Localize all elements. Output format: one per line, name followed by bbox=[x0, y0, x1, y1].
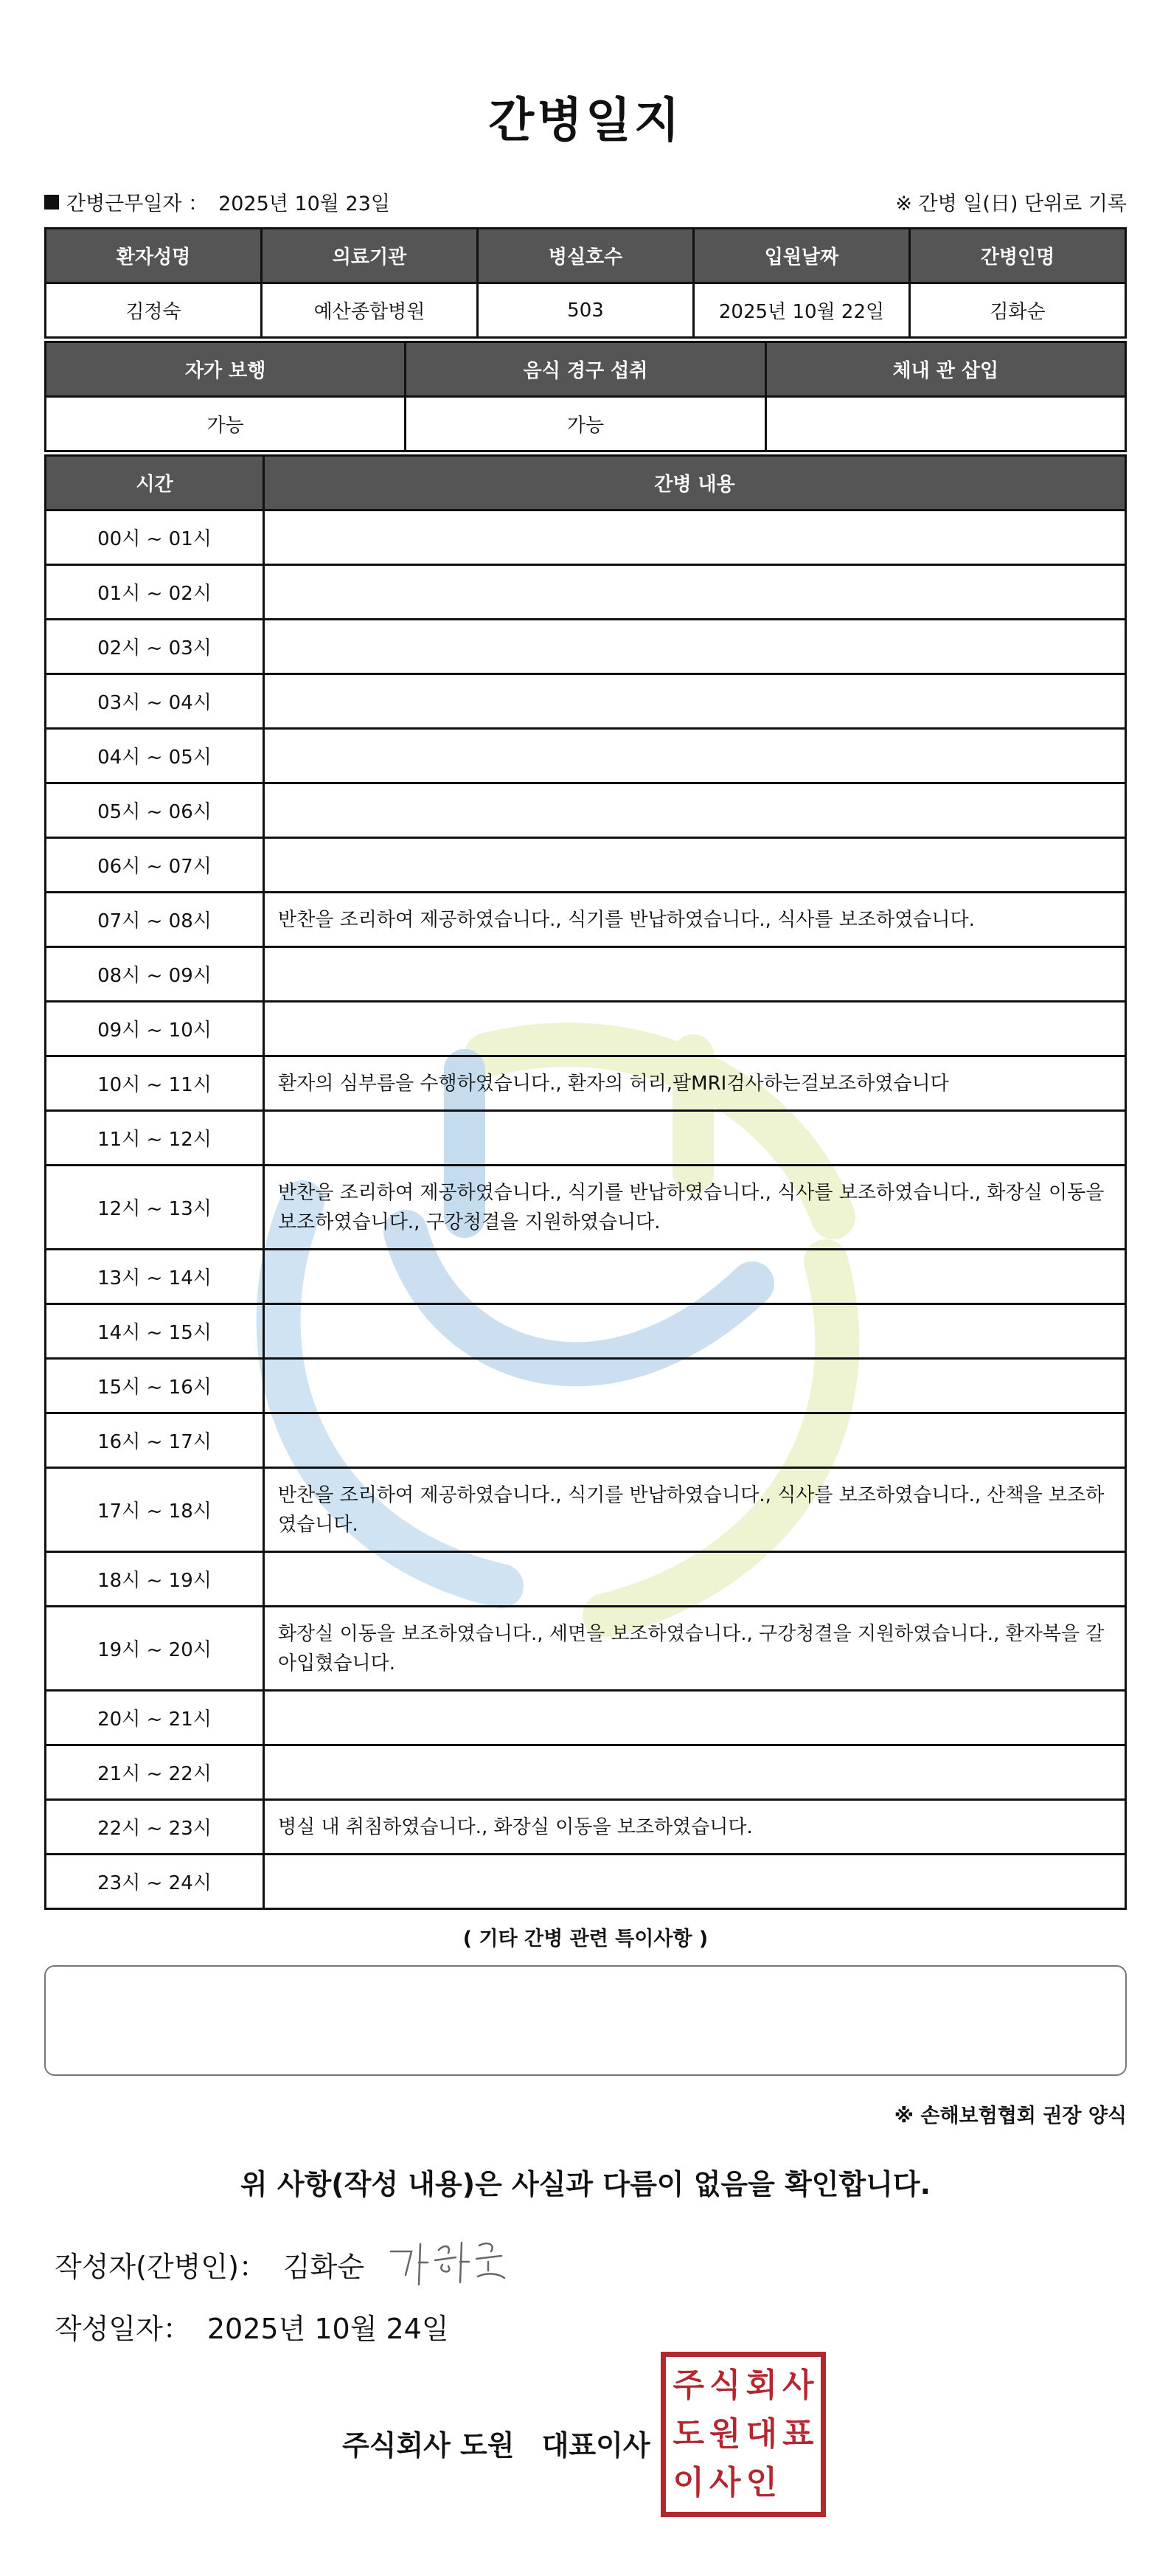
care-content-cell[interactable] bbox=[264, 729, 1126, 783]
company-signature-line bbox=[342, 2423, 650, 2463]
schedule-row bbox=[46, 1691, 1126, 1745]
seal-character: 회 bbox=[746, 2366, 777, 2404]
unit-note: ※ 간병 일(日) 단위로 기록 bbox=[895, 193, 1127, 215]
care-content-cell[interactable] bbox=[264, 783, 1126, 838]
care-content-cell[interactable] bbox=[264, 1552, 1126, 1607]
header-cell: 입원날짜 bbox=[694, 229, 910, 283]
time-slot-cell: 03시 ~ 04시 bbox=[46, 674, 264, 729]
time-slot-cell: 16시 ~ 17시 bbox=[46, 1413, 264, 1468]
header-cell: 음식 경구 섭취 bbox=[406, 342, 765, 397]
schedule-row bbox=[46, 729, 1126, 783]
header-cell: 환자성명 bbox=[46, 229, 262, 283]
care-content-cell[interactable]: 반찬을 조리하여 제공하였습니다., 식기를 반납하였습니다., 식사를 보조하였습니다., 산책을 보조하였습니다. bbox=[264, 1468, 1126, 1552]
schedule-row bbox=[46, 1166, 1126, 1250]
tube-insertion-value bbox=[765, 397, 1125, 451]
header-cell: 자가 보행 bbox=[46, 342, 406, 397]
seal-character: 주 bbox=[673, 2366, 704, 2404]
page-title: 간병일지 bbox=[488, 94, 683, 148]
schedule-row bbox=[46, 1745, 1126, 1800]
schedule-row bbox=[46, 947, 1126, 1002]
care-content-cell[interactable] bbox=[264, 674, 1126, 729]
writer-label: 작성자(간병인)： bbox=[55, 2251, 267, 2283]
schedule-row bbox=[46, 1002, 1126, 1056]
care-content-cell[interactable] bbox=[264, 838, 1126, 893]
square-bullet-icon bbox=[44, 195, 59, 210]
written-date-value: 2025년 10월 24일 bbox=[206, 2313, 449, 2345]
time-slot-cell: 00시 ~ 01시 bbox=[46, 510, 264, 565]
time-slot-cell: 11시 ~ 12시 bbox=[46, 1111, 264, 1166]
confirmation-statement: 위 사항(작성 내용)은 사실과 다름이 없음을 확인합니다. bbox=[240, 2168, 931, 2201]
notes-section-title: ( 기타 간병 관련 특이사항 ) bbox=[462, 1928, 709, 1950]
care-content-cell[interactable]: 환자의 심부름을 수행하였습니다., 환자의 허리,팔MRI검사하는걸보조하였습니다 bbox=[264, 1056, 1126, 1111]
care-content-cell[interactable]: 화장실 이동을 보조하였습니다., 세면을 보조하였습니다., 구강청결을 지원하였습니다., 환자복을 갈아입혔습니다. bbox=[264, 1607, 1126, 1691]
care-content-cell[interactable] bbox=[264, 565, 1126, 620]
writer-line bbox=[55, 2244, 364, 2285]
special-notes-box[interactable] bbox=[44, 1965, 1127, 2076]
time-slot-cell: 04시 ~ 05시 bbox=[46, 729, 264, 783]
room-number: 503 bbox=[478, 283, 694, 338]
care-content-cell[interactable] bbox=[264, 1413, 1126, 1468]
care-content-cell[interactable]: 반찬을 조리하여 제공하였습니다., 식기를 반납하였습니다., 식사를 보조하였습니다., 화장실 이동을 보조하였습니다., 구강청결을 지원하였습니다. bbox=[264, 1166, 1126, 1250]
time-slot-cell: 07시 ~ 08시 bbox=[46, 893, 264, 947]
seal-character: 사 bbox=[782, 2366, 814, 2404]
time-slot-cell: 10시 ~ 11시 bbox=[46, 1056, 264, 1111]
time-slot-cell: 08시 ~ 09시 bbox=[46, 947, 264, 1002]
header-cell: 시간 bbox=[46, 456, 264, 510]
time-slot-cell: 01시 ~ 02시 bbox=[46, 565, 264, 620]
time-slot-cell: 22시 ~ 23시 bbox=[46, 1800, 264, 1855]
care-content-cell[interactable] bbox=[264, 1304, 1126, 1359]
time-slot-cell: 18시 ~ 19시 bbox=[46, 1552, 264, 1607]
work-date-value: 2025년 10월 23일 bbox=[218, 193, 390, 215]
seal-character: 인 bbox=[746, 2464, 777, 2501]
schedule-row bbox=[46, 1468, 1126, 1552]
schedule-row bbox=[46, 1250, 1126, 1304]
care-content-cell[interactable] bbox=[264, 1250, 1126, 1304]
header-cell: 간병 내용 bbox=[264, 456, 1126, 510]
schedule-row bbox=[46, 620, 1126, 674]
seal-character: 사 bbox=[709, 2464, 741, 2501]
schedule-row bbox=[46, 674, 1126, 729]
schedule-row bbox=[46, 893, 1126, 947]
time-slot-cell: 05시 ~ 06시 bbox=[46, 783, 264, 838]
status-info-table bbox=[44, 341, 1127, 452]
seal-character: 표 bbox=[782, 2415, 814, 2453]
written-date-line bbox=[55, 2306, 449, 2347]
schedule-row bbox=[46, 565, 1126, 620]
time-slot-cell: 12시 ~ 13시 bbox=[46, 1166, 264, 1250]
seal-character: 식 bbox=[709, 2366, 741, 2404]
schedule-row bbox=[46, 838, 1126, 893]
company-seal-stamp bbox=[661, 2352, 826, 2517]
schedule-row bbox=[46, 1111, 1126, 1166]
time-slot-cell: 09시 ~ 10시 bbox=[46, 1002, 264, 1056]
care-content-cell[interactable] bbox=[264, 1111, 1126, 1166]
schedule-row bbox=[46, 510, 1126, 565]
schedule-row bbox=[46, 1304, 1126, 1359]
time-slot-cell: 20시 ~ 21시 bbox=[46, 1691, 264, 1745]
care-content-cell[interactable] bbox=[264, 947, 1126, 1002]
self-walking-value: 가능 bbox=[46, 397, 406, 451]
writer-name: 김화순 bbox=[282, 2251, 365, 2283]
caregiver-name: 김화순 bbox=[910, 283, 1126, 338]
schedule-row bbox=[46, 1359, 1126, 1413]
care-content-cell[interactable]: 병실 내 취침하였습니다., 화장실 이동을 보조하였습니다. bbox=[264, 1800, 1126, 1855]
schedule-row bbox=[46, 1855, 1126, 1909]
care-content-cell[interactable] bbox=[264, 1359, 1126, 1413]
time-slot-cell: 19시 ~ 20시 bbox=[46, 1607, 264, 1691]
work-date-label: 간병근무일자 ： bbox=[66, 193, 209, 215]
schedule-row bbox=[46, 1800, 1126, 1855]
care-schedule-table bbox=[44, 454, 1127, 1910]
time-slot-cell: 17시 ~ 18시 bbox=[46, 1468, 264, 1552]
patient-name: 김정숙 bbox=[46, 283, 262, 338]
admission-date: 2025년 10월 22일 bbox=[694, 283, 910, 338]
schedule-row bbox=[46, 783, 1126, 838]
seal-character: 도 bbox=[673, 2415, 704, 2453]
company-role: 대표이사 bbox=[541, 2429, 650, 2462]
handwritten-signature bbox=[383, 2229, 516, 2296]
care-content-cell[interactable]: 반찬을 조리하여 제공하였습니다., 식기를 반납하였습니다., 식사를 보조하였습니다. bbox=[264, 893, 1126, 947]
seal-character: 대 bbox=[746, 2415, 777, 2453]
schedule-row bbox=[46, 1413, 1126, 1468]
schedule-row bbox=[46, 1552, 1126, 1607]
time-slot-cell: 14시 ~ 15시 bbox=[46, 1304, 264, 1359]
written-date-label: 작성일자： bbox=[55, 2313, 191, 2345]
oral-intake-value: 가능 bbox=[406, 397, 765, 451]
care-content-cell[interactable] bbox=[264, 510, 1126, 565]
time-slot-cell: 15시 ~ 16시 bbox=[46, 1359, 264, 1413]
seal-character: 이 bbox=[673, 2464, 704, 2501]
care-content-cell[interactable] bbox=[264, 1745, 1126, 1800]
care-content-cell[interactable] bbox=[264, 1691, 1126, 1745]
header-cell: 간병인명 bbox=[910, 229, 1126, 283]
time-slot-cell: 23시 ~ 24시 bbox=[46, 1855, 264, 1909]
seal-character: 원 bbox=[709, 2415, 741, 2453]
header-cell: 병실호수 bbox=[478, 229, 694, 283]
schedule-row bbox=[46, 1607, 1126, 1691]
form-source-note: ※ 손해보험협회 권장 양식 bbox=[894, 2105, 1127, 2127]
care-content-cell[interactable] bbox=[264, 1002, 1126, 1056]
company-name: 주식회사 도원 bbox=[342, 2429, 515, 2462]
header-cell: 체내 관 삽입 bbox=[765, 342, 1125, 397]
work-date bbox=[44, 187, 390, 216]
time-slot-cell: 21시 ~ 22시 bbox=[46, 1745, 264, 1800]
time-slot-cell: 02시 ~ 03시 bbox=[46, 620, 264, 674]
care-content-cell[interactable] bbox=[264, 620, 1126, 674]
time-slot-cell: 06시 ~ 07시 bbox=[46, 838, 264, 893]
time-slot-cell: 13시 ~ 14시 bbox=[46, 1250, 264, 1304]
care-content-cell[interactable] bbox=[264, 1855, 1126, 1909]
schedule-row bbox=[46, 1056, 1126, 1111]
hospital-name: 예산종합병원 bbox=[262, 283, 478, 338]
header-cell: 의료기관 bbox=[262, 229, 478, 283]
patient-info-table bbox=[44, 227, 1127, 339]
